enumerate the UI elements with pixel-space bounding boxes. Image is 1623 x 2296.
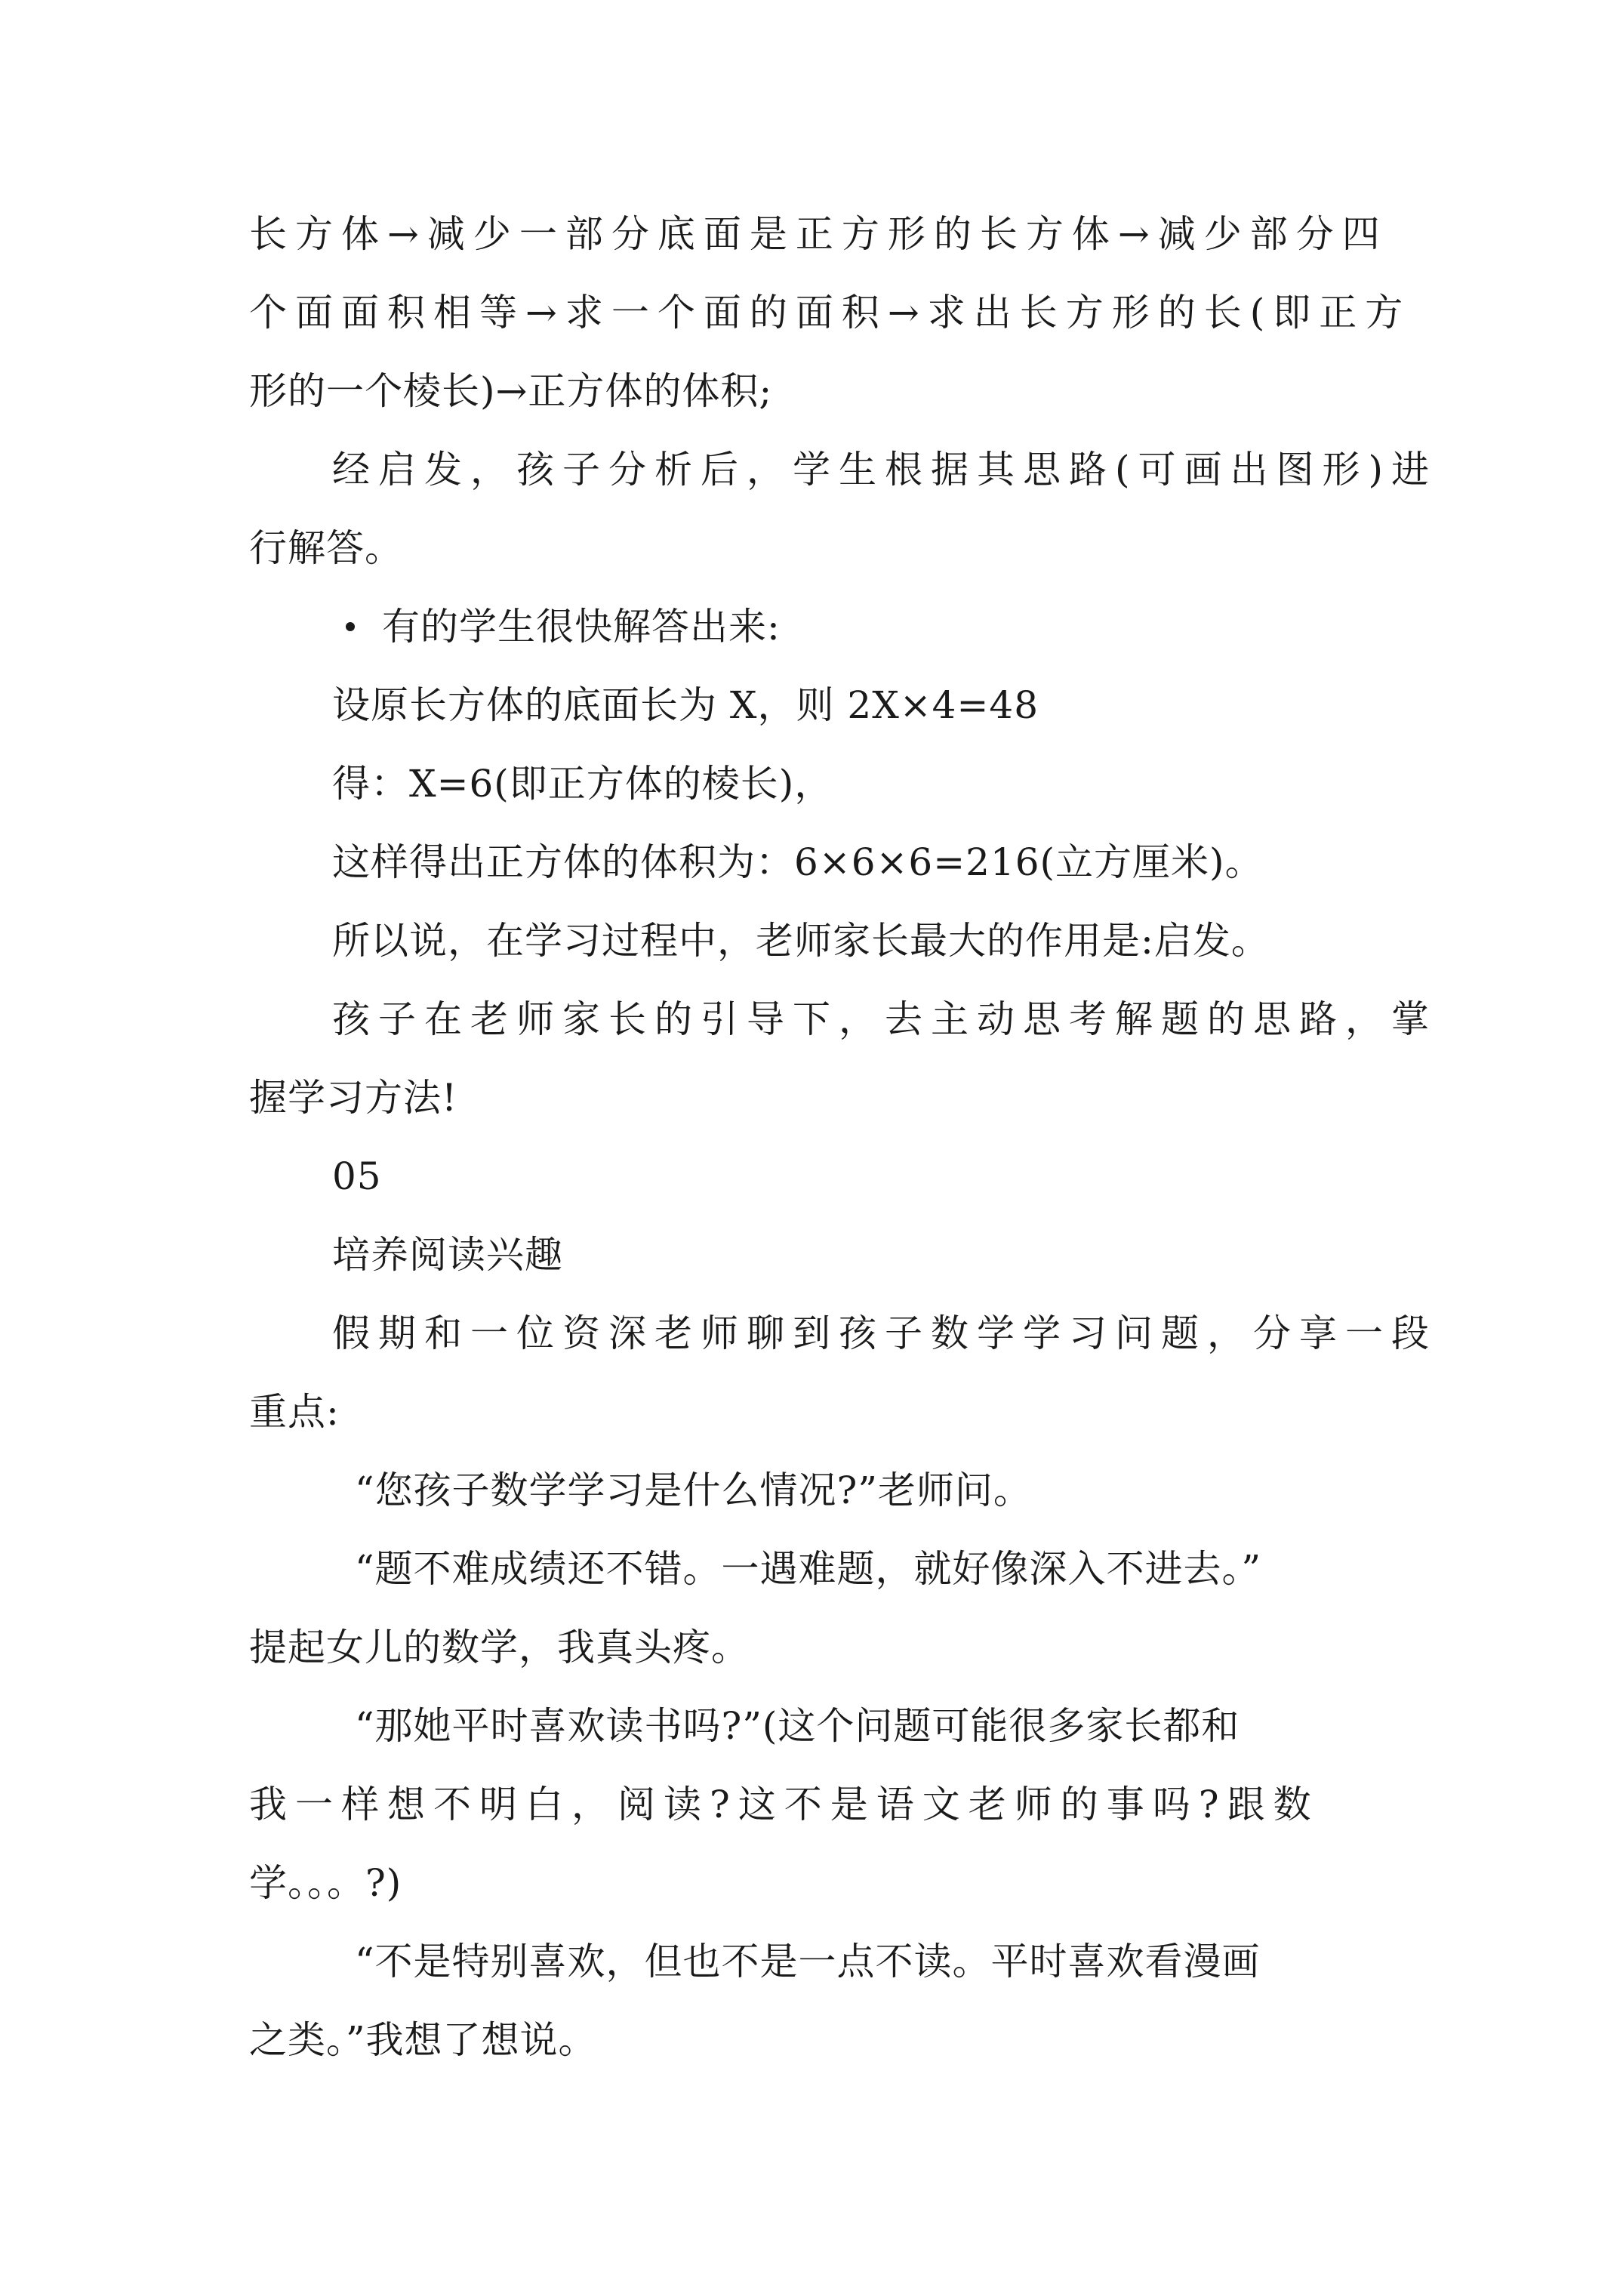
paragraph-line: 重点:	[249, 1390, 340, 1434]
section-heading: 培养阅读兴趣	[332, 1233, 563, 1277]
paragraph-line: “那她平时喜欢读书吗?”(这个问题可能很多家长都和	[355, 1704, 1240, 1748]
paragraph-line: 长方体→减少一部分底面是正方形的长方体→减少部分四	[249, 212, 1388, 256]
bullet-icon	[346, 622, 355, 631]
paragraph-line: 行解答。	[249, 526, 403, 570]
paragraph-line: 得：X=6(即正方体的棱长)，	[332, 762, 833, 806]
paragraph-line: 个面面积相等→求一个面的面积→求出长方形的长(即正方	[249, 291, 1412, 334]
paragraph-line: 形的一个棱长)→正方体的体积;	[249, 369, 773, 413]
section-number: 05	[332, 1154, 382, 1198]
bullet-text: 有的学生很快解答出来:	[382, 605, 781, 649]
paragraph-line: “您孩子数学学习是什么情况?”老师问。	[355, 1469, 1032, 1512]
paragraph-line: 握学习方法!	[249, 1076, 458, 1120]
paragraph-line: 提起女儿的数学，我真头疼。	[249, 1626, 750, 1669]
paragraph-line: 这样得出正方体的体积为：6×6×6=216(立方厘米)。	[332, 840, 1264, 884]
paragraph-line: 假期和一位资深老师聊到孩子数学学习问题，分享一段	[332, 1311, 1437, 1355]
paragraph-line: 所以说，在学习过程中，老师家长最大的作用是:启发。	[332, 919, 1270, 963]
bullet-item	[346, 604, 781, 649]
paragraph-line: 设原长方体的底面长为 X，则 2X×4=48	[332, 683, 1039, 727]
paragraph-line: 我一样想不明白，阅读?这不是语文老师的事吗?跟数	[249, 1783, 1320, 1826]
paragraph-line: 之类。”我想了想说。	[249, 2018, 597, 2062]
paragraph-line: 孩子在老师家长的引导下，去主动思考解题的思路，掌	[332, 997, 1437, 1041]
paragraph-line: “题不难成绩还不错。一遇难题，就好像深入不进去。”	[355, 1547, 1262, 1591]
paragraph-line: “不是特别喜欢，但也不是一点不读。平时喜欢看漫画	[355, 1940, 1261, 1983]
paragraph-line: 学。。。?)	[249, 1861, 402, 1905]
paragraph-line: 经启发，孩子分析后，学生根据其思路(可画出图形)进	[332, 448, 1438, 492]
